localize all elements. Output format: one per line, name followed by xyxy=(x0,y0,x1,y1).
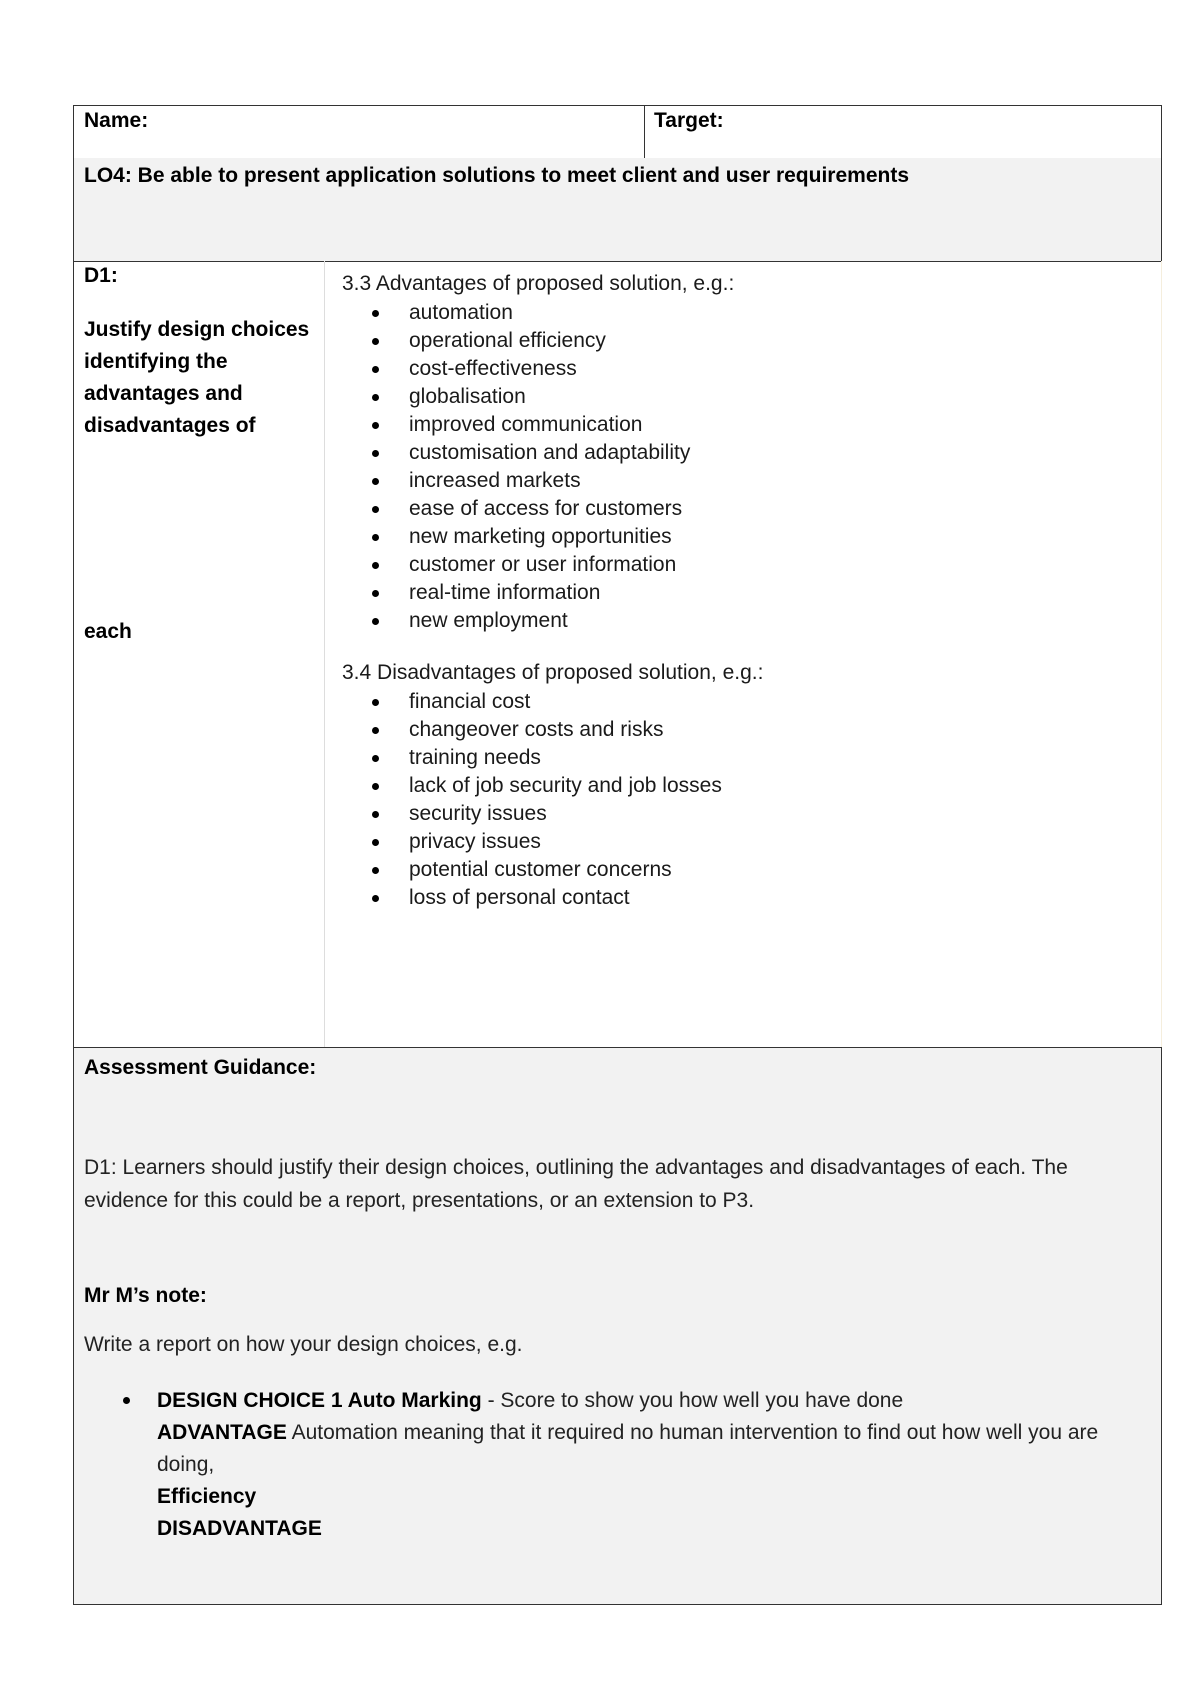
advantages-list xyxy=(365,299,690,635)
disadvantages-title: 3.4 Disadvantages of proposed solution, e.g.: xyxy=(342,661,764,684)
list-item: lack of job security and job losses xyxy=(365,772,722,800)
list-item: new marketing opportunities xyxy=(365,523,690,551)
list-item: automation xyxy=(365,299,690,327)
note-intro: Write a report on how your design choices, e.g. xyxy=(84,1333,523,1356)
criteria-cell xyxy=(73,261,325,1048)
design-choice-item xyxy=(114,1385,1124,1545)
advantages-title: 3.3 Advantages of proposed solution, e.g.: xyxy=(342,272,735,295)
design-choice-text: - Score to show you how well you have done xyxy=(481,1389,904,1412)
note-title: Mr M’s note: xyxy=(84,1284,207,1307)
advantage-label: ADVANTAGE xyxy=(157,1421,287,1444)
list-item: security issues xyxy=(365,800,722,828)
list-item: operational efficiency xyxy=(365,327,690,355)
list-item: improved communication xyxy=(365,411,690,439)
list-item: privacy issues xyxy=(365,828,722,856)
list-item: customisation and adaptability xyxy=(365,439,690,467)
list-item: potential customer concerns xyxy=(365,856,722,884)
list-item: loss of personal contact xyxy=(365,884,722,912)
list-item: increased markets xyxy=(365,467,690,495)
list-item: training needs xyxy=(365,744,722,772)
assessment-sheet xyxy=(73,105,1162,1605)
list-item: changeover costs and risks xyxy=(365,716,722,744)
guidance-text: D1: Learners should justify their design choices, outlining the advantages and disadvantages of each. The evidence for this could be a report, presentations, or an extension to P3. xyxy=(84,1156,1068,1212)
learning-objective-title: LO4: Be able to present application solutions to meet client and user requirements xyxy=(84,164,909,187)
guidance-title: Assessment Guidance: xyxy=(84,1056,317,1079)
list-item: financial cost xyxy=(365,688,722,716)
criteria-description: Justify design choices identifying the advantages and disadvantages of xyxy=(84,318,310,437)
criteria-description-end: each xyxy=(84,620,132,643)
criteria-label: D1: xyxy=(84,264,118,287)
learning-objective-cell xyxy=(73,158,1162,262)
efficiency-label: Efficiency xyxy=(157,1485,257,1508)
content-cell xyxy=(325,261,1162,1048)
disadvantage-label: DISADVANTAGE xyxy=(157,1517,322,1540)
list-item: ease of access for customers xyxy=(365,495,690,523)
bullet-icon xyxy=(123,1397,130,1404)
list-item: cost-effectiveness xyxy=(365,355,690,383)
list-item: globalisation xyxy=(365,383,690,411)
name-label: Name: xyxy=(84,109,149,132)
disadvantages-list xyxy=(365,688,722,912)
assessment-guidance-cell xyxy=(73,1047,1162,1605)
design-choice-label: DESIGN CHOICE 1 Auto Marking xyxy=(157,1389,482,1412)
advantage-text: Automation meaning that it required no human intervention to find out how well you are doing, xyxy=(157,1421,1099,1476)
name-cell[interactable] xyxy=(73,105,645,159)
list-item: new employment xyxy=(365,607,690,635)
target-label: Target: xyxy=(654,109,724,132)
target-cell[interactable] xyxy=(644,105,1162,159)
list-item: real-time information xyxy=(365,579,690,607)
list-item: customer or user information xyxy=(365,551,690,579)
